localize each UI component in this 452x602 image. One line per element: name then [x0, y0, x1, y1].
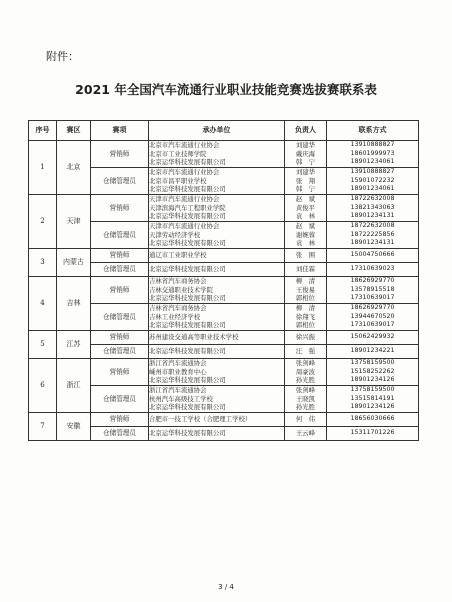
person-cell	[285, 345, 327, 359]
phone-line: 15158252262	[350, 367, 395, 375]
organizer-line: 北京运华科技发展有限公司	[149, 321, 226, 330]
region-seq: 4	[29, 277, 57, 331]
person-line: 刘佳霖	[295, 265, 316, 274]
organizer-line: 吉林交通职业技术学院	[149, 285, 213, 294]
table-row	[29, 195, 419, 222]
region-seq: 3	[29, 249, 57, 277]
person-line: 韩 宁	[295, 158, 316, 167]
header-person: 负责人	[285, 121, 327, 141]
organizer-cell	[149, 304, 285, 331]
event-name: 营销师	[91, 331, 149, 345]
person-cell	[285, 304, 327, 331]
person-line: 汪 强	[295, 347, 316, 356]
organizer-line: 北京市汽车流通行业协会	[149, 141, 220, 150]
phone-line: 13910888827	[350, 141, 395, 149]
organizer-line: 嵊州市职业教育中心	[149, 367, 207, 376]
person-line: 袁 林	[295, 212, 316, 221]
person-line: 韩 宁	[295, 185, 316, 194]
phone-line: 15901072232	[350, 176, 395, 184]
person-cell	[285, 195, 327, 222]
event-name: 仓储管理员	[91, 427, 149, 441]
organizer-line: 通辽市工业职业学校	[149, 251, 207, 260]
phone-line: 18901234126	[350, 403, 395, 411]
phone-line: 18901234131	[350, 212, 395, 220]
person-line: 赵 斌	[295, 222, 316, 231]
organizer-line: 杭州汽车高级技工学校	[149, 394, 213, 403]
phone-line: 18901234221	[350, 347, 395, 355]
phone-line: 18901234061	[350, 185, 395, 193]
person-cell	[285, 263, 327, 277]
organizer-line: 北京市昌平职业学校	[149, 176, 207, 185]
person-line: 王云峰	[295, 429, 316, 438]
organizer-cell	[149, 249, 285, 263]
contact-cell	[327, 427, 419, 441]
person-cell	[285, 359, 327, 386]
phone-line: 17310639023	[350, 265, 395, 273]
organizer-cell	[149, 263, 285, 277]
region-name: 安徽	[57, 413, 91, 441]
person-cell	[285, 249, 327, 263]
region-name: 北京	[57, 141, 91, 195]
person-cell	[285, 427, 327, 441]
organizer-cell	[149, 277, 285, 304]
phone-line: 18722225856	[350, 230, 395, 238]
region-seq: 1	[29, 141, 57, 195]
region-seq: 2	[29, 195, 57, 249]
person-line: 张剑峰	[295, 386, 316, 395]
event-name: 营销师	[91, 141, 149, 168]
person-line: 何 伟	[295, 415, 316, 424]
phone-line: 18722632008	[350, 222, 395, 230]
organizer-cell	[149, 427, 285, 441]
event-name: 仓储管理员	[91, 222, 149, 249]
table-row	[29, 249, 419, 263]
organizer-line: 北京运华科技发展有限公司	[149, 239, 226, 248]
header-region: 赛区	[57, 121, 91, 141]
organizer-line: 天津滨海汽车工程职业学院	[149, 203, 226, 212]
person-cell	[285, 413, 327, 427]
event-name: 仓储管理员	[91, 304, 149, 331]
region-name: 浙江	[57, 359, 91, 413]
person-line: 柳 清	[295, 277, 316, 286]
table-header-row	[29, 121, 419, 141]
contact-cell	[327, 195, 419, 222]
phone-line: 13758159500	[350, 359, 395, 367]
header-organizer: 承办单位	[149, 121, 285, 141]
organizer-line: 北京运华科技发展有限公司	[149, 347, 226, 356]
contact-cell	[327, 141, 419, 168]
phone-line: 13578915518	[350, 285, 395, 293]
organizer-line: 吉林省汽车商务协会	[149, 304, 207, 313]
contact-cell	[327, 331, 419, 345]
event-name: 仓储管理员	[91, 263, 149, 277]
phone-line: 13758159500	[350, 386, 395, 394]
organizer-line: 浙江省汽车流通协会	[149, 359, 207, 368]
person-line: 王俊易	[295, 285, 316, 294]
region-seq: 6	[29, 359, 57, 413]
organizer-cell	[149, 141, 285, 168]
person-cell	[285, 277, 327, 304]
organizer-line: 合肥市一技工学校（合肥理工学校）	[149, 415, 252, 424]
organizer-line: 吉林工业经济学校	[149, 312, 201, 321]
phone-line: 13821343063	[350, 203, 395, 211]
person-line: 孙光胜	[295, 376, 316, 385]
organizer-cell	[149, 413, 285, 427]
phone-line: 18901234131	[350, 239, 395, 247]
person-cell	[285, 222, 327, 249]
contact-cell	[327, 386, 419, 413]
person-line: 刘建华	[295, 141, 316, 150]
contact-cell	[327, 222, 419, 249]
table-body	[29, 141, 419, 441]
contact-cell	[327, 249, 419, 263]
contact-cell	[327, 304, 419, 331]
phone-line: 13944670520	[350, 312, 395, 320]
event-name: 营销师	[91, 195, 149, 222]
person-line: 孙光胜	[295, 403, 316, 412]
phone-line: 18626929770	[350, 304, 395, 312]
phone-line: 17310639017	[350, 321, 395, 329]
organizer-line: 北京运华科技发展有限公司	[149, 429, 226, 438]
phone-line: 15311701226	[350, 429, 395, 437]
person-line: 郭相位	[295, 294, 316, 303]
person-line: 徐兴振	[295, 333, 316, 342]
organizer-line: 北京运华科技发展有限公司	[149, 185, 226, 194]
header-event: 赛项	[91, 121, 149, 141]
phone-line: 15062429932	[350, 333, 395, 341]
event-name: 仓储管理员	[91, 345, 149, 359]
region-name: 内蒙古	[57, 249, 91, 277]
organizer-cell	[149, 345, 285, 359]
document-title: 2021 年全国汽车流通行业职业技能竞赛选拔赛联系表	[75, 82, 377, 97]
event-name: 营销师	[91, 413, 149, 427]
contact-cell	[327, 277, 419, 304]
phone-line: 18901234061	[350, 158, 395, 166]
contact-cell	[327, 263, 419, 277]
event-name: 仓储管理员	[91, 386, 149, 413]
phone-line: 13910888827	[350, 168, 395, 176]
table-row	[29, 359, 419, 386]
person-line: 张 翔	[295, 176, 316, 185]
organizer-line: 北京运华科技发展有限公司	[149, 158, 226, 167]
phone-line: 18601999973	[350, 149, 395, 157]
organizer-line: 天津市汽车流通行业协会	[149, 195, 220, 204]
organizer-line: 苏州建设交通高等职业技术学校	[149, 333, 239, 342]
person-line: 张 围	[295, 251, 316, 260]
person-line: 袁 林	[295, 239, 316, 248]
header-seq: 序号	[29, 121, 57, 141]
phone-line: 18626929770	[350, 277, 395, 285]
event-name: 仓储管理员	[91, 168, 149, 195]
region-name: 吉林	[57, 277, 91, 331]
organizer-line: 天津劳动经济学校	[149, 230, 201, 239]
phone-line: 13515814191	[350, 394, 395, 402]
phone-line: 17310639017	[350, 294, 395, 302]
person-line: 刘建华	[295, 168, 316, 177]
organizer-cell	[149, 359, 285, 386]
organizer-cell	[149, 331, 285, 345]
organizer-cell	[149, 222, 285, 249]
organizer-line: 吉林省汽车商务协会	[149, 277, 207, 286]
organizer-line: 浙江省汽车流通协会	[149, 386, 207, 395]
region-name: 天津	[57, 195, 91, 249]
organizer-line: 北京市工业技师学院	[149, 149, 207, 158]
person-line: 谢婉蓉	[295, 230, 316, 239]
person-cell	[285, 141, 327, 168]
table-row	[29, 277, 419, 304]
person-line: 张剑峰	[295, 359, 316, 368]
header-contact: 联系方式	[327, 121, 419, 141]
table-row	[29, 331, 419, 345]
organizer-line: 北京运华科技发展有限公司	[149, 294, 226, 303]
person-line: 黄俊平	[295, 203, 316, 212]
person-line: 郭相位	[295, 321, 316, 330]
person-line: 柳 清	[295, 304, 316, 313]
table-row	[29, 413, 419, 427]
region-seq: 5	[29, 331, 57, 359]
phone-line: 18901234126	[350, 376, 395, 384]
attachment-label: 附件：	[46, 50, 79, 63]
contact-cell	[327, 359, 419, 386]
person-cell	[285, 331, 327, 345]
organizer-line: 北京运华科技发展有限公司	[149, 265, 226, 274]
person-line: 徐翔飞	[295, 312, 316, 321]
person-line: 王晓凯	[295, 394, 316, 403]
organizer-line: 北京运华科技发展有限公司	[149, 376, 226, 385]
person-line: 周豪波	[295, 367, 316, 376]
contact-cell	[327, 345, 419, 359]
region-seq: 7	[29, 413, 57, 441]
region-name: 江苏	[57, 331, 91, 359]
event-name: 营销师	[91, 277, 149, 304]
table-row	[29, 141, 419, 168]
event-name: 营销师	[91, 249, 149, 263]
organizer-line: 北京运华科技发展有限公司	[149, 403, 226, 412]
organizer-line: 天津市汽车流通行业协会	[149, 222, 220, 231]
contact-table	[28, 120, 419, 441]
page-number: 3 / 4	[218, 583, 234, 591]
phone-line: 18656030666	[350, 415, 395, 423]
organizer-cell	[149, 386, 285, 413]
organizer-line: 北京运华科技发展有限公司	[149, 212, 226, 221]
person-cell	[285, 168, 327, 195]
person-line: 戴庆海	[295, 149, 316, 158]
organizer-cell	[149, 168, 285, 195]
organizer-cell	[149, 195, 285, 222]
person-cell	[285, 386, 327, 413]
person-line: 赵 斌	[295, 195, 316, 204]
event-name: 营销师	[91, 359, 149, 386]
phone-line: 18722632008	[350, 195, 395, 203]
phone-line: 15004750666	[350, 251, 395, 259]
contact-cell	[327, 168, 419, 195]
contact-cell	[327, 413, 419, 427]
organizer-line: 北京市汽车流通行业协会	[149, 168, 220, 177]
